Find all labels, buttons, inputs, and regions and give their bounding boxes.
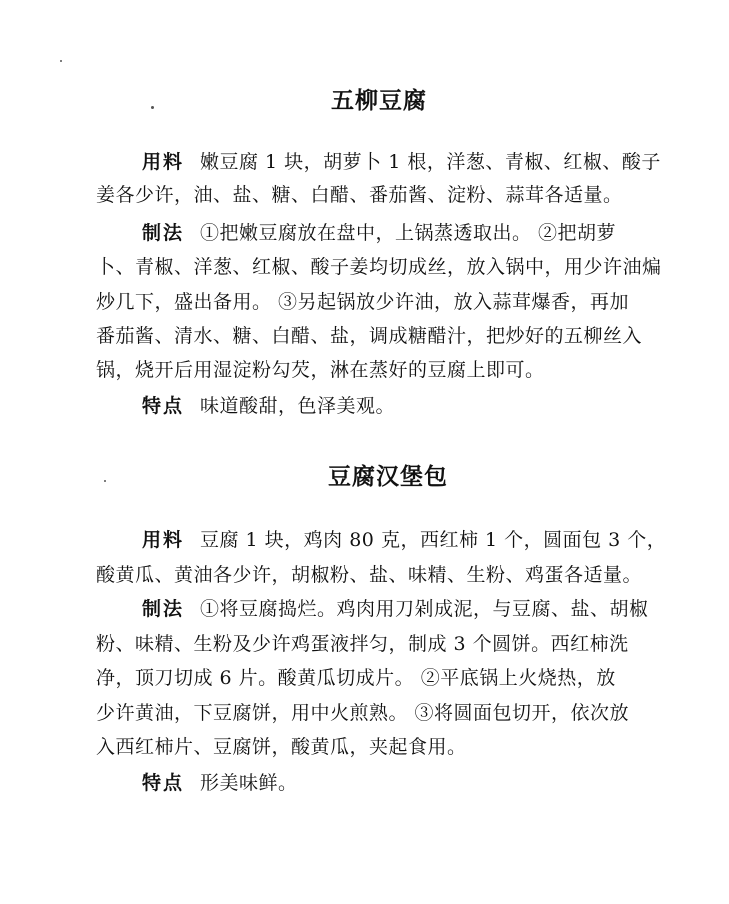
method-line: 锅，烧开后用湿淀粉勾芡，淋在蒸好的豆腐上即可。 — [96, 359, 545, 381]
method-line — [142, 597, 696, 621]
method-line: 番茄酱、清水、糖、白醋、盐，调成糖醋汁，把炒好的五柳丝入 — [96, 325, 643, 347]
method-label: 制法 — [142, 598, 185, 620]
ingredients-line — [142, 150, 696, 174]
scan-speck — [151, 106, 154, 109]
ingredients-text: 豆腐 1 块，鸡肉 80 克，西红柿 1 个，圆面包 3 个， — [200, 529, 667, 551]
method-line: 少许黄油，下豆腐饼，用中火煎熟。 ③将圆面包切开，依次放 — [96, 702, 630, 724]
feature-line — [142, 771, 696, 795]
recipe-title: 豆腐汉堡包 — [328, 464, 448, 490]
method-label: 制法 — [142, 222, 185, 244]
feature-label: 特点 — [142, 772, 185, 794]
scan-speck — [104, 480, 106, 482]
ingredients-line: 姜各少许，油、盐、糖、白醋、番茄酱、淀粉、蒜茸各适量。 — [96, 184, 623, 206]
ingredients-text: 嫩豆腐 1 块，胡萝卜 1 根，洋葱、青椒、红椒、酸子 — [200, 151, 661, 173]
method-line: 入西红柿片、豆腐饼，酸黄瓜，夹起食用。 — [96, 736, 467, 758]
method-line: 卜、青椒、洋葱、红椒、酸子姜均切成丝，放入锅中，用少许油煸 — [96, 256, 662, 278]
ingredients-label: 用料 — [142, 151, 185, 173]
method-text: ①把嫩豆腐放在盘中，上锅蒸透取出。 ②把胡萝 — [200, 222, 617, 244]
method-line: 净，顶刀切成 6 片。酸黄瓜切成片。 ②平底锅上火烧热，放 — [96, 667, 616, 689]
feature-label: 特点 — [142, 395, 185, 417]
method-line: 粉、味精、生粉及少许鸡蛋液拌匀，制成 3 个圆饼。西红柿洗 — [96, 633, 629, 655]
feature-text: 形美味鲜。 — [200, 772, 298, 794]
recipe-title: 五柳豆腐 — [331, 88, 427, 114]
method-line: 炒几下，盛出备用。 ③另起锅放少许油，放入蒜茸爆香，再加 — [96, 291, 630, 313]
scan-speck — [60, 60, 62, 62]
feature-text: 味道酸甜，色泽美观。 — [200, 395, 396, 417]
method-line — [142, 221, 696, 245]
ingredients-label: 用料 — [142, 529, 185, 551]
feature-line — [142, 394, 696, 418]
ingredients-line — [142, 528, 696, 552]
ingredients-line: 酸黄瓜、黄油各少许，胡椒粉、盐、味精、生粉、鸡蛋各适量。 — [96, 564, 643, 586]
method-text: ①将豆腐捣烂。鸡肉用刀剁成泥，与豆腐、盐、胡椒 — [200, 598, 649, 620]
